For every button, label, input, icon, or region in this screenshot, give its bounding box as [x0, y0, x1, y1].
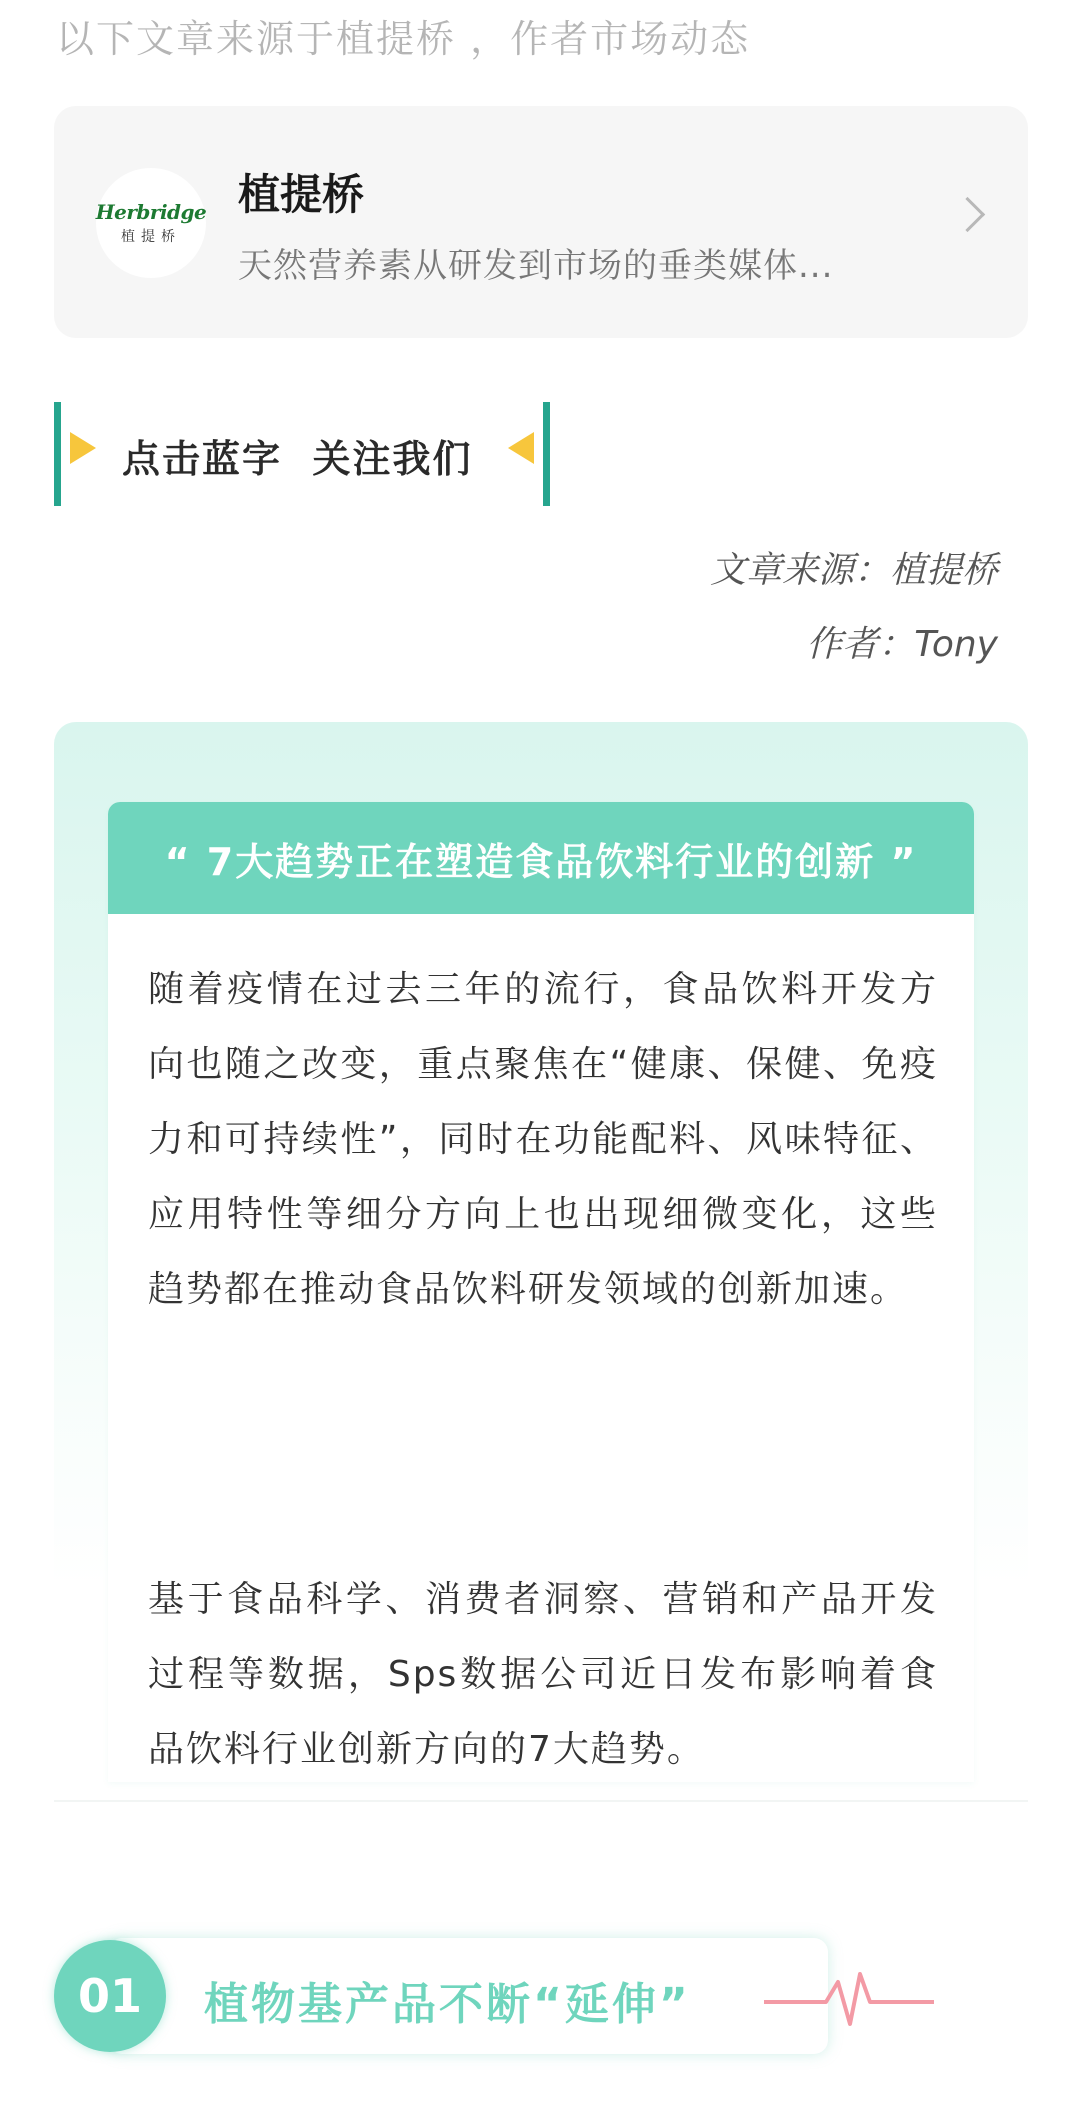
account-description: 天然营养素从研发到市场的垂类媒体... [238, 246, 834, 286]
trend-title: “ 7大趋势正在塑造食品饮料行业的创新 ” [164, 839, 918, 884]
section-heading [54, 1938, 954, 2058]
logo-wordmark: Herbridge [95, 200, 207, 224]
account-logo [96, 168, 206, 278]
article-author: 作者：Tony [806, 624, 998, 665]
section-divider [54, 1800, 1028, 1802]
triangle-right-icon [70, 432, 96, 464]
account-card[interactable] [54, 106, 1028, 338]
account-name: 植提桥 [238, 170, 365, 219]
follow-banner[interactable] [54, 402, 550, 506]
intro-paragraph: 随着疫情在过去三年的流行，食品饮料开发方向也随之改变，重点聚焦在“健康、保健、免疫力和可持续性”，同时在功能配料、风味特征、应用特性等细分方向上也出现细微变化，这些趋势都在推动食品饮料研发领域的创新加速。 [148, 969, 938, 1310]
heartbeat-pulse-icon [764, 1968, 934, 2028]
trend-title-bar [108, 802, 974, 914]
follow-text: 点击蓝字 关注我们 [122, 437, 473, 481]
section-number-badge: 01 [54, 1940, 166, 2052]
triangle-left-icon [508, 432, 534, 464]
banner-right-bar [543, 402, 550, 506]
logo-subtitle: 植提桥 [121, 229, 181, 245]
banner-left-bar [54, 402, 61, 506]
source-note: 以下文章来源于植提桥 ，作者市场动态 [56, 17, 751, 61]
summary-paragraph: 基于食品科学、消费者洞察、营销和产品开发过程等数据，Sps数据公司近日发布影响着食品饮料行业创新方向的7大趋势。 [148, 1579, 938, 1770]
trend-section [54, 722, 1028, 1802]
article-source: 文章来源：植提桥 [709, 550, 998, 591]
chevron-right-icon [950, 197, 985, 232]
section-title: 植物基产品不断“延伸” [204, 1979, 691, 2030]
trend-card [108, 802, 974, 1782]
